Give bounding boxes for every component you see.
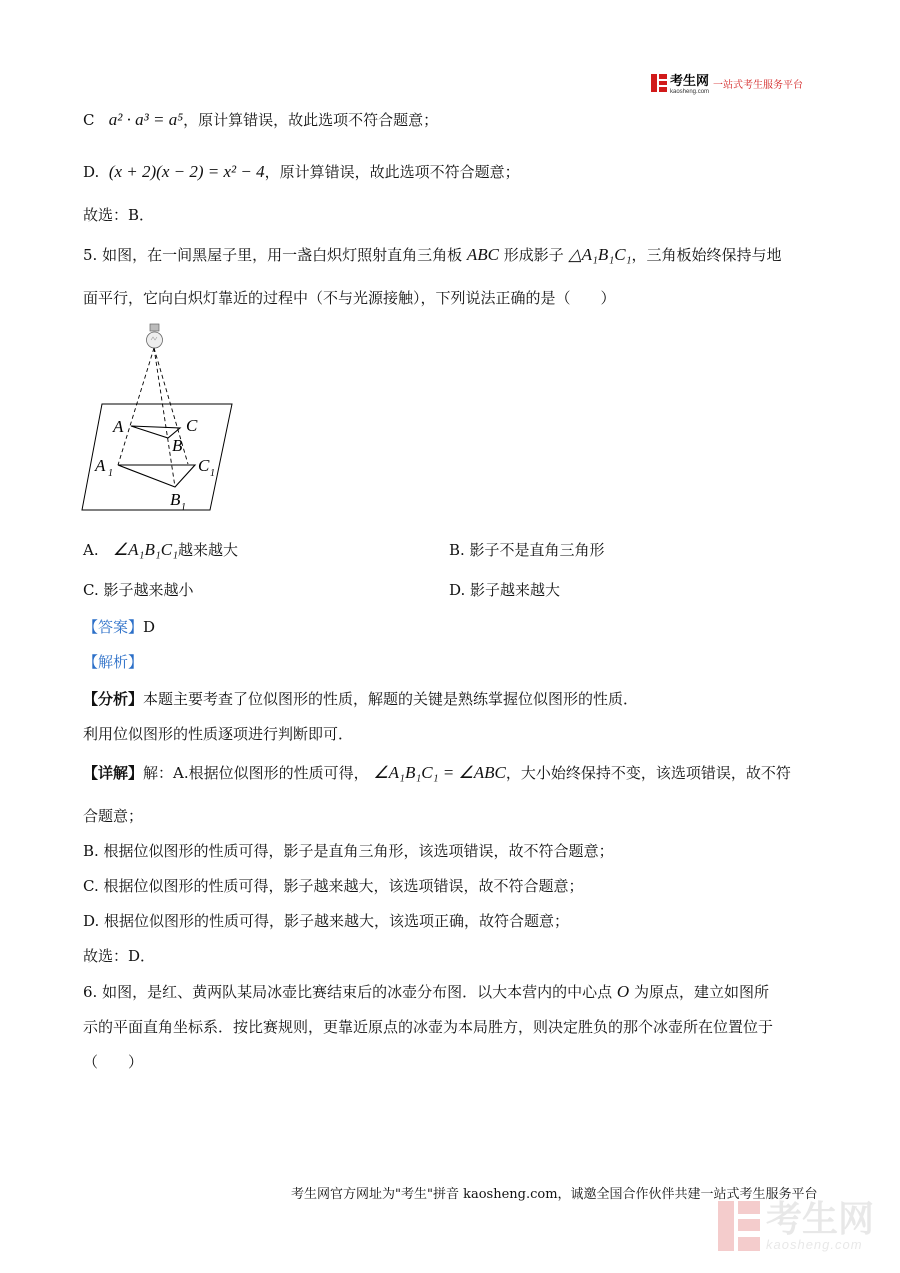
xiangjie-tag: 【详解】 [83, 764, 144, 782]
q5-option-a-label: A. [83, 541, 99, 559]
q5-fenxi2: 利用位似图形的性质逐项进行判断即可． [83, 725, 354, 743]
logo-slogan: 一站式考生服务平台 [713, 79, 804, 91]
q5-line-c: C. 根据位似图形的性质可得，影子越来越大，该选项错误，故不符合题意； [83, 877, 584, 895]
q5-option-b: B. 影子不是直角三角形 [449, 541, 605, 559]
label-c1-sub: 1 [210, 468, 215, 479]
fenxi-text: 本题主要考查了位似图形的性质，解题的关键是熟练掌握位似图形的性质． [143, 690, 639, 708]
q6-line1-b: 为原点，建立如图所 [633, 983, 769, 1001]
q6-line1-a: 6. 如图，是红、黄两队某局冰壶比赛结束后的冰壶分布图．以大本营内的中心点 [83, 983, 613, 1001]
q5-xiangjie [83, 763, 791, 783]
q4-option-d [83, 162, 520, 182]
kaosheng-logo-icon [651, 74, 667, 92]
q5-xiangjie-line2: 合题意； [83, 807, 144, 825]
q4-c-prefix: C [83, 111, 95, 129]
q5-option-a-math: ∠A₁B₁C₁ [112, 540, 178, 559]
fenxi-tag: 【分析】 [83, 690, 144, 708]
q5-line-b: B. 根据位似图形的性质可得，影子是直角三角形，该选项错误，故不符合题意； [83, 842, 614, 860]
q6-line1 [83, 982, 769, 1002]
label-b: B [172, 436, 183, 455]
watermark-logo-icon [718, 1201, 760, 1251]
q5-option-a-text: 越来越大 [178, 541, 239, 559]
watermark [718, 1200, 874, 1252]
q5-analysis-tag [83, 652, 143, 672]
logo-url: kaosheng.com [670, 88, 710, 95]
answer-value: D [143, 618, 156, 636]
light-rays [118, 348, 188, 487]
q5-answer [83, 617, 155, 637]
watermark-url: kaosheng.com [766, 1237, 863, 1252]
q5-stem-c: ，三角板始终保持与地 [631, 246, 782, 264]
q5-figure [80, 320, 250, 520]
q5-stem-b: 形成影子 [503, 246, 564, 264]
xiangjie-a: 解：A.根据位似图形的性质可得， [143, 764, 369, 782]
q5-line-d: D. 根据位似图形的性质可得，影子越来越大，该选项正确，故符合题意； [83, 912, 570, 930]
label-a1: A [95, 456, 106, 475]
label-a1-sub: 1 [108, 468, 113, 479]
q5-stem-abc: ABC [466, 245, 499, 264]
q6-line2: 示的平面直角坐标系．按比赛规则，更靠近原点的冰壶为本局胜方，则决定胜负的那个冰壶所在位置位于 [83, 1018, 774, 1036]
q4-d-prefix: D. [83, 163, 100, 181]
analysis-tag: 【解析】 [83, 653, 144, 671]
label-c1: C [198, 456, 210, 475]
triangle-a1b1c1 [118, 465, 195, 487]
logo-name: 考生网 [670, 72, 710, 88]
q5-stem-line1 [83, 245, 782, 265]
q4-d-math: (x + 2)(x − 2) = x² − 4 [108, 162, 265, 181]
q5-option-c: C. 影子越来越小 [83, 581, 194, 599]
q5-stem-a: 5. 如图，在一间黑屋子里，用一盏白炽灯照射直角三角板 [83, 246, 463, 264]
q4-option-c [83, 110, 438, 130]
q5-option-d: D. 影子越来越大 [449, 581, 561, 599]
q5-stem-line2: 面平行，它向白炽灯靠近的过程中（不与光源接触），下列说法正确的是（ ） [83, 289, 616, 307]
q5-choose: 故选：D． [83, 947, 156, 965]
label-b1-sub: 1 [181, 502, 186, 513]
light-bulb-icon [147, 324, 163, 348]
footer-text: 考生网官方网址为"考生"拼音 kaosheng.com，诚邀全国合作伙伴共建一站式考生服务平台 [291, 1187, 818, 1202]
label-a: A [113, 417, 124, 436]
q4-d-text: ，原计算错误，故此选项不符合题意； [264, 163, 520, 181]
answer-tag: 【答案】 [83, 618, 144, 636]
label-b1: B [170, 490, 181, 509]
watermark-text: 考生网 [766, 1198, 875, 1239]
q4-choose: 故选：B． [83, 206, 155, 224]
q5-fenxi [83, 689, 638, 709]
xiangjie-math: ∠A₁B₁C₁ = ∠ABC [373, 763, 506, 782]
q6-origin-o: O [616, 982, 630, 1001]
q6-line3: （ ） [83, 1053, 144, 1071]
q4-c-math: a² · a³ = a⁵ [108, 110, 184, 129]
q5-option-a [83, 540, 238, 560]
xiangjie-b: ，大小始终保持不变，该选项错误，故不符 [505, 764, 791, 782]
q4-c-text: ，原计算错误，故此选项不符合题意； [183, 111, 439, 129]
header-logo [651, 73, 803, 93]
q5-stem-shadow: △A₁B₁C₁ [568, 245, 632, 264]
label-c: C [186, 416, 198, 435]
